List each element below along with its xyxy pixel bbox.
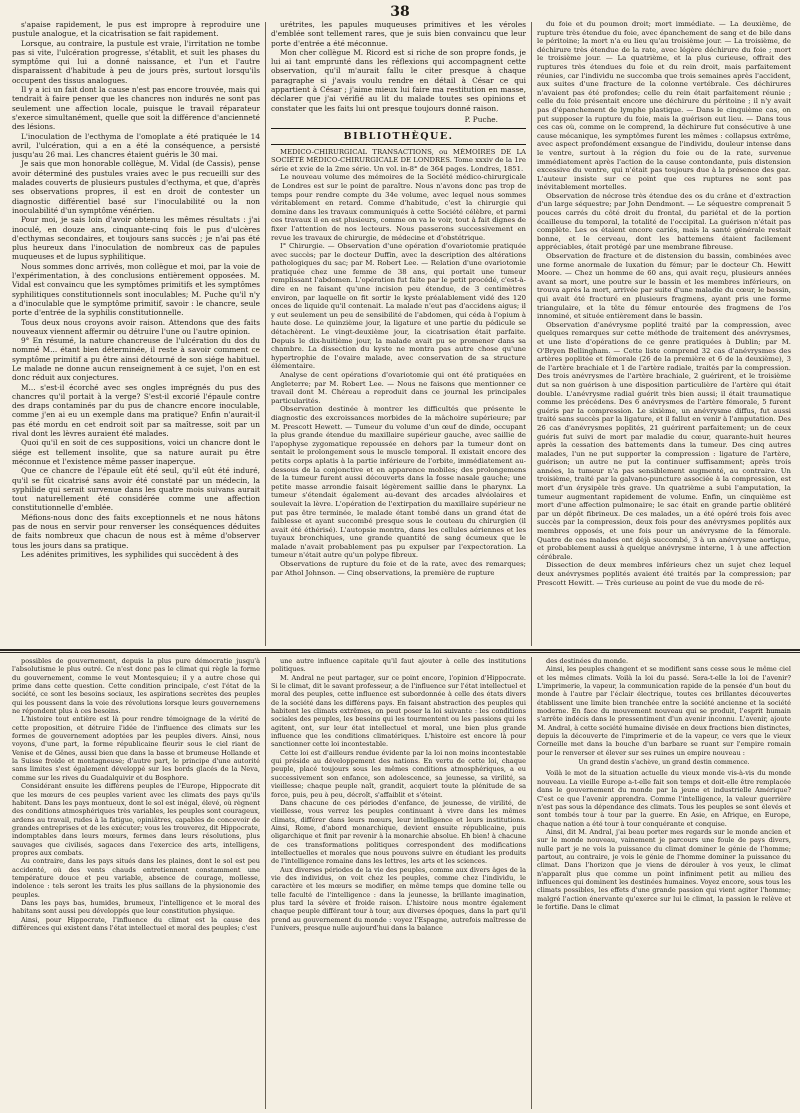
paragraph: Considérant ensuite les différens peuples de l'Europe, Hippocrate dit que les mœurs de ces peuples varient avec les climats des pays qu'ils habitent. Dans les pays montueux, dont le sol est inégal, élevé, où règnent des conditions atmosphériques très variables, les peuples sont courageux, ardens au travail, rudes à la fatigue, opiniâtres, capables de concevoir de grandes entreprises et de les exécuter; vous les trouverez, dit Hippocrate, indomptables dans leurs mœurs, fermes dans leurs résolutions, plus sauvages que civilisés, sagaces dans l'exercice des arts, intelligens, propres aux combats. [12,782,260,857]
paragraph: Analyse de cent opérations d'ovariotomie qui ont été pratiquées en Angleterre; par M. Robert Lee. — Nous ne faisons que mentionner ce travail dont M. Chéreau a reproduit dans ce journal les principales particularités. [271,371,526,405]
bibliotheque-body [271,148,526,578]
lower-column-1 [12,657,260,1109]
paragraph: urétrites, les papules muqueuses primitives et les véroles d'emblée sont tellement rares, que je suis bien convaincu que leur porte d'entrée a été méconnue. [271,20,526,48]
paragraph: s'apaise rapidement, le pus est impropre à reproduire une pustule analogue, et la cicatrisation se fait rapidement. [12,20,260,39]
paragraph: Méfions-nous donc des faits exceptionnels et ne nous hâtons pas de nous en servir pour renverser les conséquences déduites de faits nombreux que chacun de nous est à même d'observer tous les jours dans sa pratique. [12,512,260,550]
paragraph: L'inoculation de l'ecthyma de l'omoplate a été pratiquée le 14 avril, l'ulcération, qui a en a été la conséquence, a persisté jusqu'au 26 mai. Les chancres étaient guéris le 30 mai. [12,131,260,160]
article-conclusion [271,20,526,113]
paragraph: Cette loi est d'ailleurs rendue évidente par la loi non moins incontestable qui préside au développement des nations. En vertu de cette loi, chaque peuple, placé toujours sous les mêmes conditions atmosphériques, a eu successivement son enfance, son adolescence, sa jeunesse, sa virilité, sa vieillesse; chaque peuple naît, grandit, acquiert toute la plénitude de sa force, puis, peu à peu, décroît, s'affaiblit et s'éteint. [271,748,526,799]
lower-column-3 [537,657,791,1109]
paragraph: M... s'est-il écorché avec ses ongles imprégnés du pus des chancres qu'il portait à la verge? S'est-il excorié l'épaule contre des draps contaminés par du pus de chancre encore inoculable, comme j'en ai eu un exemple dans ma pratique? Enfin n'aurait-il pas été mordu en cet endroit soit par sa maîtresse, soit par un rival dont les lèvres auraient été malades. [12,382,260,439]
paragraph: Voilà le mot de la situation actuelle du vieux monde vis-à-vis du monde nouveau. La vieille Europe a-t-elle fait son temps et doit-elle être remplacée dans le gouvernement du monde par la jeune et industrielle Amérique? C'est ce que l'avenir apprendra. Comme l'intelligence, la valeur guerrière n'est pas sous la dépendance des climats. Tous les peuples se sont élevés et sont tombés tour à tour par la guerre. En Asie, en Afrique, en Europe, chaque nation a été tour à tour conquérante et conquise. [537,769,791,828]
paragraph: Tous deux nous croyons avoir raison. Attendons que des faits nouveaux viennent affermir ou détruire l'une ou l'autre opinion. [12,317,260,336]
lower-column-3-part-a [537,657,791,757]
paragraph: Au contraire, dans les pays situés dans les plaines, dont le sol est peu accidenté, où des vents chauds entretiennent constamment une température douce et peu variable, absence de courage, mollesse, indolence : tels seront les traits les plus saillans de la physionomie des peuples. [12,857,260,899]
feuilleton-divider-thin [0,652,800,653]
paragraph: Dans chacune de ces périodes d'enfance, de jeunesse, de virilité, de vieillesse, vous verrez les peuples continuant à vivre dans les mêmes climats, différer dans leurs mœurs, leur intelligence et leurs institutions. Ainsi, Rome, d'abord monarchique, devient ensuite républicaine, puis oligarchique et finit par revenir à la monarchie absolue. Eh bien! à chacune de ces transformations politiques correspondent des modifications intellectuelles et morales que nous pouvons suivre en étudiant les produits de l'intelligence romaine dans les lettres, les arts et les sciences. [271,798,526,866]
paragraph: Ainsi, pour Hippocrate, l'influence du climat est la cause des différences qui existent dans l'état intellectuel et moral des peuples; c'est [12,915,260,932]
paragraph: Les adénites primitives, les syphilides qui succèdent à des [21,549,239,559]
paragraph: Lorsque, au contraire, la pustule est vraie, l'irritation ne tombe pas si vite, l'ulcération progresse, s'établit, et suit les phases du symptôme qui lui a donné naissance, et l'un et l'autre disparaissent d'habitude à peu de jours près, surtout lorsqu'ils occupent des tissus analogues. [12,38,260,85]
paragraph: une autre influence capitale qu'il faut ajouter à celle des institutions politiques. [271,657,526,674]
paragraph: Observation de nécrose très étendue des os du crâne et d'extraction d'un large séquestre; par John Dendmont. — Le séquestre comprenait 5 pouces carrés du côté droit du frontal, du pariétal et de la portion écailleuse du temporal, la totalité de l'occipital. La guérison n'était pas complète. Les os étaient encore cariés, mais la santé générale restait bonne, et le cerveau, dont les battemens étaient facilement appréciables, était protégé par une membrane fibreuse. [537,191,791,252]
paragraph: Nous sommes donc arrivés, mon collègue et moi, par la voie de l'expérimentation, à des conclusions entièrement opposées. M. Vidal est convaincu que les symptômes primitifs et les symptômes syphilitiques constitutionnels sont inoculables; M. Puche qu'il n'y a d'inoculable que le symptôme primitif, savoir : le chancre, seule porte d'entrée de la syphilis constitutionnelle. [12,261,260,318]
upper-column-3 [537,20,791,645]
paragraph: L'histoire tout entière est là pour rendre témoignage de la vérité de cette proposition, et détruire l'idée de l'influence des climats sur les formes de gouvernement adoptées par les peuples divers. Ainsi, nous voyons, d'une part, la forme républicaine fleurir sous le ciel riant de Venise et de Gênes, aussi bien que dans la basse et brumeuse Hollande et la Suisse froide et montagneuse; d'autre part, le principe d'une autorité sans limites s'est également développé sur les bords glacés de la Neva, comme sur les rives du Guadalquivir et du Bosphore. [12,715,260,782]
paragraph: Le nouveau volume des mémoires de la Société médico-chirurgicale de Londres est sur le point de paraître. Nous n'avons donc pas trop de temps pour rendre compte du 34e volume, avec lequel nous sommes véritablement en retard. Comme d'habitude, c'est la chirurgie qui domine dans les travaux communiqués à cette Société célèbre, et parmi ces travaux il en est plusieurs, comme on va le voir, tout à fait dignes de fixer l'attention de nos lecteurs. Nous passerons successivement en revue les travaux de chirurgie, de médecine et d'obstétrique. [271,173,526,242]
section-divider-2 [271,144,526,145]
section-divider [271,128,526,129]
paragraph: Ainsi, dit M. Andral, j'ai beau porter mes regards sur le monde ancien et sur le monde nouveau, vainement je parcours une foule de pays divers, nulle part je ne vois la puissance du climat dominer le génie de l'homme; partout, au contraire, je vois le génie de l'homme dominer la puissance du climat. Dans l'horizon que je viens de dérouler à vos yeux, le climat n'apparaît plus que comme un point infiniment petit au milieu des influences qui dominent les destinées humaines. Voyez encore, sous tous les climats possibles, les effets d'une grande passion qui vient agiter l'homme; malgré l'action énervante qu'exerce sur lui le climat, la passion le relève et le fortifie. Dans le climat [537,827,791,911]
paragraph: I° Chirurgie. — Observation d'une opération d'ovariotomie pratiquée avec succès; par le docteur Duffin, avec la description des altérations pathologiques du sac; par M. Robert Lee. — Relation d'une ovariotomie pratiquée chez une femme de 38 ans, qui portait une tumeur remplissant l'abdomen. L'opération fut faite par le petit procédé, c'est-à-dire en ne faisant qu'une incision peu étendue, de 3 centimètres environ, par laquelle on fit sortir le kyste préalablement vidé des 120 onces de liquide qu'il contenait. La malade n'eut pas d'accidens aigus; il y eut seulement un peu de sensibilité de l'abdomen, qui céda à l'opium à haute dose. Le quinzième jour, la ligature et une partie du pédicule se détachèrent. Le vingt-deuxième jour, la cicatrisation était parfaite. Depuis le dix-huitième jour, la malade avait pu se promener dans sa chambre. La dissection du kyste ne montra pas autre chose qu'une hypertrophie de l'ovaire malade, avec conservation de sa structure élémentaire. [271,242,526,371]
paragraph: des destinées du monde. [546,657,629,665]
column-rule-2 [531,22,532,646]
paragraph: possibles de gouvernement, depuis la plus pure démocratie jusqu'à l'absolutisme le plus outré. Ce n'est donc pas le climat qui règle la forme du gouvernement, comme le veut Montesquieu; il y a autre chose qui prime dans cette question. Cette condition principale, c'est l'état de la société, ce sont les besoins sociaux, les aspirations secrètes des peuples qui les poussent dans la voie des révolutions lorsque leurs gouvernemens ne répondent plus à ces besoins. [12,657,260,716]
column-rule-3 [265,657,266,1109]
upper-column-3-body [537,20,791,587]
paragraph: Il y a ici un fait dont la cause n'est pas encore trouvée, mais qui tendrait à faire penser que les chancres non indurés ne sont pas seulement une affection locale, puisque le travail réparateur s'exerce simultanément, quelle que soit la différence d'ancienneté des lésions. [12,85,260,132]
paragraph: Ainsi, les peuples changent et se modifient sans cesse sous le même ciel et les mêmes climats. Voilà la loi du passé. Sera-t-elle la loi de l'avenir? L'imprimerie, la vapeur, la communication rapide de la pensée d'un bout du monde à l'autre par l'éclair électrique, toutes ces brillantes découvertes établissent une limite bien tranchée entre la société ancienne et la société moderne. En face du mouvement nouveau qui se produit, l'esprit humain s'arrête indécis dans le pressentiment d'un avenir inconnu. L'avenir, ajoute M. Andral, à cette société humaine divisée en deux fractions bien distinctes, depuis la découverte de l'imprimerie et de la vapeur, ce vers que le vieux Corneille met dans la bouche d'un barbare se ruant sur l'empire romain pour le renverser et élever sur ses ruines un empire nouveau : [537,665,791,757]
paragraph: Je sais que mon honorable collègue, M. Vidal (de Cassis), pense avoir déterminé des pustules vraies avec le pus recueilli sur des malades couverts de plusieurs pustules d'ecthyma, et que, d'après ses observations propres, il est en droit de contester un diagnostic différentiel basé sur l'inoculabilité ou la non inoculabilité d'un symptôme vénérien. [12,159,260,215]
paragraph: Observation destinée à montrer les difficultés que présente le diagnostic des excroissances morbides de la mâchoire supérieure; par M. Prescott Hewett. — Tumeur du volume d'un œuf de dinde, occupant la plus grande étendue du maxillaire supérieur gauche, avec saillie de l'apophyse zygomatique repoussée en dehors par la tumeur dont on sentait le prolongement sous le muscle temporal. Il existait encore des petits corps aplatis à la partie inférieure de l'orbite, immédiatement au-dessous de la conjonctive et en apparence mobiles; des prolongemens de la tumeur furent aussi découverts dans la fosse nasale gauche; une petite masse arrondie faisait légèrement saillie dans le pharynx. La tumeur s'étendait également au-devant des arcades alvéolaires et soulevait la lèvre. L'opération de l'extirpation du maxillaire supérieur ne put pas être terminée, le malade étant tombé dans un grand état de faiblesse et ayant succombé presque sous le couteau du chirurgien (il avait été éthérisé). L'autopsie montra, dans les cellules aériennes et les tuyaux bronchiques, une grande quantité de sang écumeux que le malade n'avait probablement pas pu expulser par l'expectoration. La tumeur n'était autre qu'un polype fibreux. [271,405,526,560]
paragraph: 9° En résumé, la nature chancreuse de l'ulcération du dos du nommé M... étant bien déterminée, il reste à savoir comment ce symptôme primitif a pu être ainsi détourné de son siége habituel. Le malade ne donne aucun renseignement à ce sujet, l'on en est donc réduit aux conjectures. [12,336,260,383]
paragraph: MEDICO-CHIRURGICAL TRANSACTIONS, ou MÉMOIRES DE LA SOCIÉTÉ MÉDICO-CHIRURGICALE DE LONDRES. Tome xxxiv de la 1re série et xvie de la 2me série. Un vol. in-8° de 364 pages. Londres, 1851. [271,147,526,173]
paragraph: Aux diverses périodes de la vie des peuples, comme aux divers âges de la vie des individus, on voit chez les peuples, comme chez l'individu, le caractère et les mœurs se modifier, en même temps que domine telle ou telle faculté de l'intelligence : dans la jeunesse, la brillante imagination, plus tard la sévère et froide raison. L'histoire nous montre également chaque peuple différant tour à tour, aux diverses époques, dans la part qu'il prend au gouvernement du monde : voyez l'Espagne, autrefois maîtresse de l'univers, presque nulle aujourd'hui dans la balance [271,865,526,932]
column-rule-4 [531,657,532,1109]
upper-column-2 [271,20,526,645]
paragraph: M. Andral ne peut partager, sur ce point encore, l'opinion d'Hippocrate. Si le climat, dit le savant professeur, a de l'influence sur l'état intellectuel et moral des peuples, cette influence est subordonnée à celle des états divers de la société dans les différens pays. En faisant abstraction des peuples qui habitent les climats extrêmes, on peut poser la loi suivante : les conditions sociales des peuples, les besoins qui les tourmentent ou les passions qui les agitent, ont, sur leur état intellectuel et moral, une bien plus grande influence que les conditions climatériques. L'histoire est encore là pour sanctionner cette loi incontestable. [271,673,526,749]
feuilleton-divider [0,649,800,651]
upper-column-1 [12,20,260,645]
page-number: 38 [390,4,410,20]
lower-column-2 [271,657,526,1109]
paragraph: Pour moi, je sais loin d'avoir obtenu les mêmes résultats : j'ai inoculé, en douze ans, cinquante-cinq fois le pus d'ulcères d'ecthymas secondaires, et toujours sans succès ; je n'ai pas été plus heureux dans l'inoculation de nombreux cas de papules muqueuses et de lupus syphilitique. [12,215,260,262]
paragraph: Observation de fracture et de distension du bassin, combinées avec une forme anormale de luxation du fémur; par le docteur Ch. Hewitt Moore. — Chez un homme de 60 ans, qui avait reçu, plusieurs années avant sa mort, une poutre sur le bassin et les membres inférieurs, on trouva après la mort, arrivée par suite d'une maladie du cœur, le bassin, qui avait été fracturé en plusieurs fragmens, ayant pris une forme triangulaire, et la tête du fémur entourée des fragmens de l'os innominé, et située entièrement dans le bassin. [537,252,791,321]
paragraph: du foie et du poumon droit; mort immédiate. — La deuxième, de rupture très étendue du foie, avec épanchement de sang et de bile dans le péritoine; la mort n'a eu lieu qu'au troisième jour. — La troisième, de déchirure très étendue de la rate, avec légère déchirure du foie ; mort le troisième jour. — La quatrième, et la plus curieuse, offrait des ruptures très étendues du foie et du rein droit, mais parfaitement réunies, car l'individu ne succomba que trois semaines après l'accident, aux suites d'une fracture de la colonne vertébrale. Ces déchirures n'avaient pas été profondes; celle du rein était parfaitement réunie ; celle du foie présentait encore une déchirure du péritoine ; il n'y avait pas d'épanchement de lymphe plastique. — Dans le cinquième cas, on put supposer la rupture du foie, mais la guérison eut lieu. — Dans tous ces cas où, comme on le comprend, la déchirure fut consécutive à une cause mécanique, les symptômes furent les mêmes : collapsus extrême, avec aspect profondément exsangue de l'individu, douleur intense dans le ventre, surtout à la région du foie ou de la rate, survenue immédiatement après l'action de la cause contondante, puis distension excessive du ventre, qui n'était pas toujours due à la présence des gaz. L'auteur insiste sur ce point que ces ruptures ne sont pas inévitablement mortelles. [537,20,791,192]
paragraph: Dissection de deux membres inférieurs chez un sujet chez lequel deux anévrysmes poplités avaient été traités par la compression; par Prescott Hewitt. — Très curieuse au point de vue du mode de ré- [537,561,791,587]
paragraph: Que ce chancre de l'épaule eût été seul, qu'il eût été induré, qu'il se fût cicatrisé sans avoir été constaté par un médecin, la syphilide qui serait survenue dans les quatre mois suivans aurait tout naturellement été considérée comme une affection constitutionnelle d'emblée. [12,466,260,513]
corneille-quote: Un grand destin s'achève, un grand destin commence. [578,759,750,767]
paragraph: Dans les pays bas, humides, brumeux, l'intelligence et le moral des habitans sont aussi peu développés que leur constitution physique. [12,898,260,916]
bibliotheque-heading: BIBLIOTHÈQUE. [343,131,454,143]
lower-column-3-part-b [537,769,791,911]
paragraph: Observation d'anévrysme poplité traité par la compression, avec quelques remarques sur cette méthode de traitement des anévrysmes, et une liste d'opérations de ce genre pratiquées à Dublin; par M. O'Bryen Bellingham. — Cette liste comprend 32 cas d'anévrysmes des artères poplitée et fémorale (26 de la première et 6 de la deuxième), 3 de l'artère brachiale et 1 de l'artère radiale, traités par la compression. Des trois anévrysmes de l'artère brachiale, 2 guérirent, et le troisième dut sa non guérison à une disposition particulière de l'artère qui était double. L'anévrysme radial guérit très bien aussi; il était traumatique comme les précédens. Des 6 anévrysmes de l'artère fémorale, 5 furent guéris par la compression. Le sixième, un anévrysme diffus, fut aussi traité sans succès par la ligature, et il fallut en venir à l'amputation. Des 26 cas d'anévrysmes poplités, 21 guérirent parfaitement; un de ceux guéris fut suivi de mort par maladie du cœur, quarante-huit heures après la cessation des battements dans la tumeur. Des cinq autres malades, l'un ne put supporter la compression : ligature de l'artère, guérison; un autre ne put la continuer suffisamment; après trois années, la tumeur n'a pas sensiblement augmenté, au contraire. Un troisième, traité par la galvano-puncture associée à la compression, est mort d'un érysipèle très grave. Un quatrième a subi l'amputation, la tumeur augmentant rapidement de volume. Enfin, un cinquième est mort d'une affection pulmonaire; le sac était en grande partie oblitéré par un dépôt fibrineux. De ces malades, un a été opéré trois fois avec succès par la compression, deux fois pour des anévrysmes poplités aux membres opposés, et une fois pour un anévrysme de la fémorale. Quatre de ces malades ont déjà succombé, 3 à un anévrysme aortique, et probablement aussi à quelque anévrysme interne, 1 à une affection cérébrale. [537,320,791,561]
paragraph: Observations de rupture du foie et de la rate, avec des remarques; par Athol Johnson. — Cinq observations, la première de rupture [271,560,526,577]
column-rule-1 [265,22,266,646]
paragraph: Mon cher collègue M. Ricord est si riche de son propre fonds, je lui ai tant emprunté dans les réflexions qui accompagnent cette observation, qu'il m'aurait fallu le citer presque à chaque paragraphe si j'avais voulu rendre en détail à César ce qui appartient à César ; j'aime mieux lui faire ma restitution en masse, déclarer que j'ai vérifié au lit du malade toutes ses opinions et constater que les faits lui ont presque toujours donné raison. [271,47,526,113]
paragraph: Quoi qu'il en soit de ces suppositions, voici un chancre dont le siége est tellement insolite, que sa nature aurait pu être méconnue et l'existence même passer inaperçue. [12,438,260,466]
author-signature: P. Puche. [464,114,498,124]
